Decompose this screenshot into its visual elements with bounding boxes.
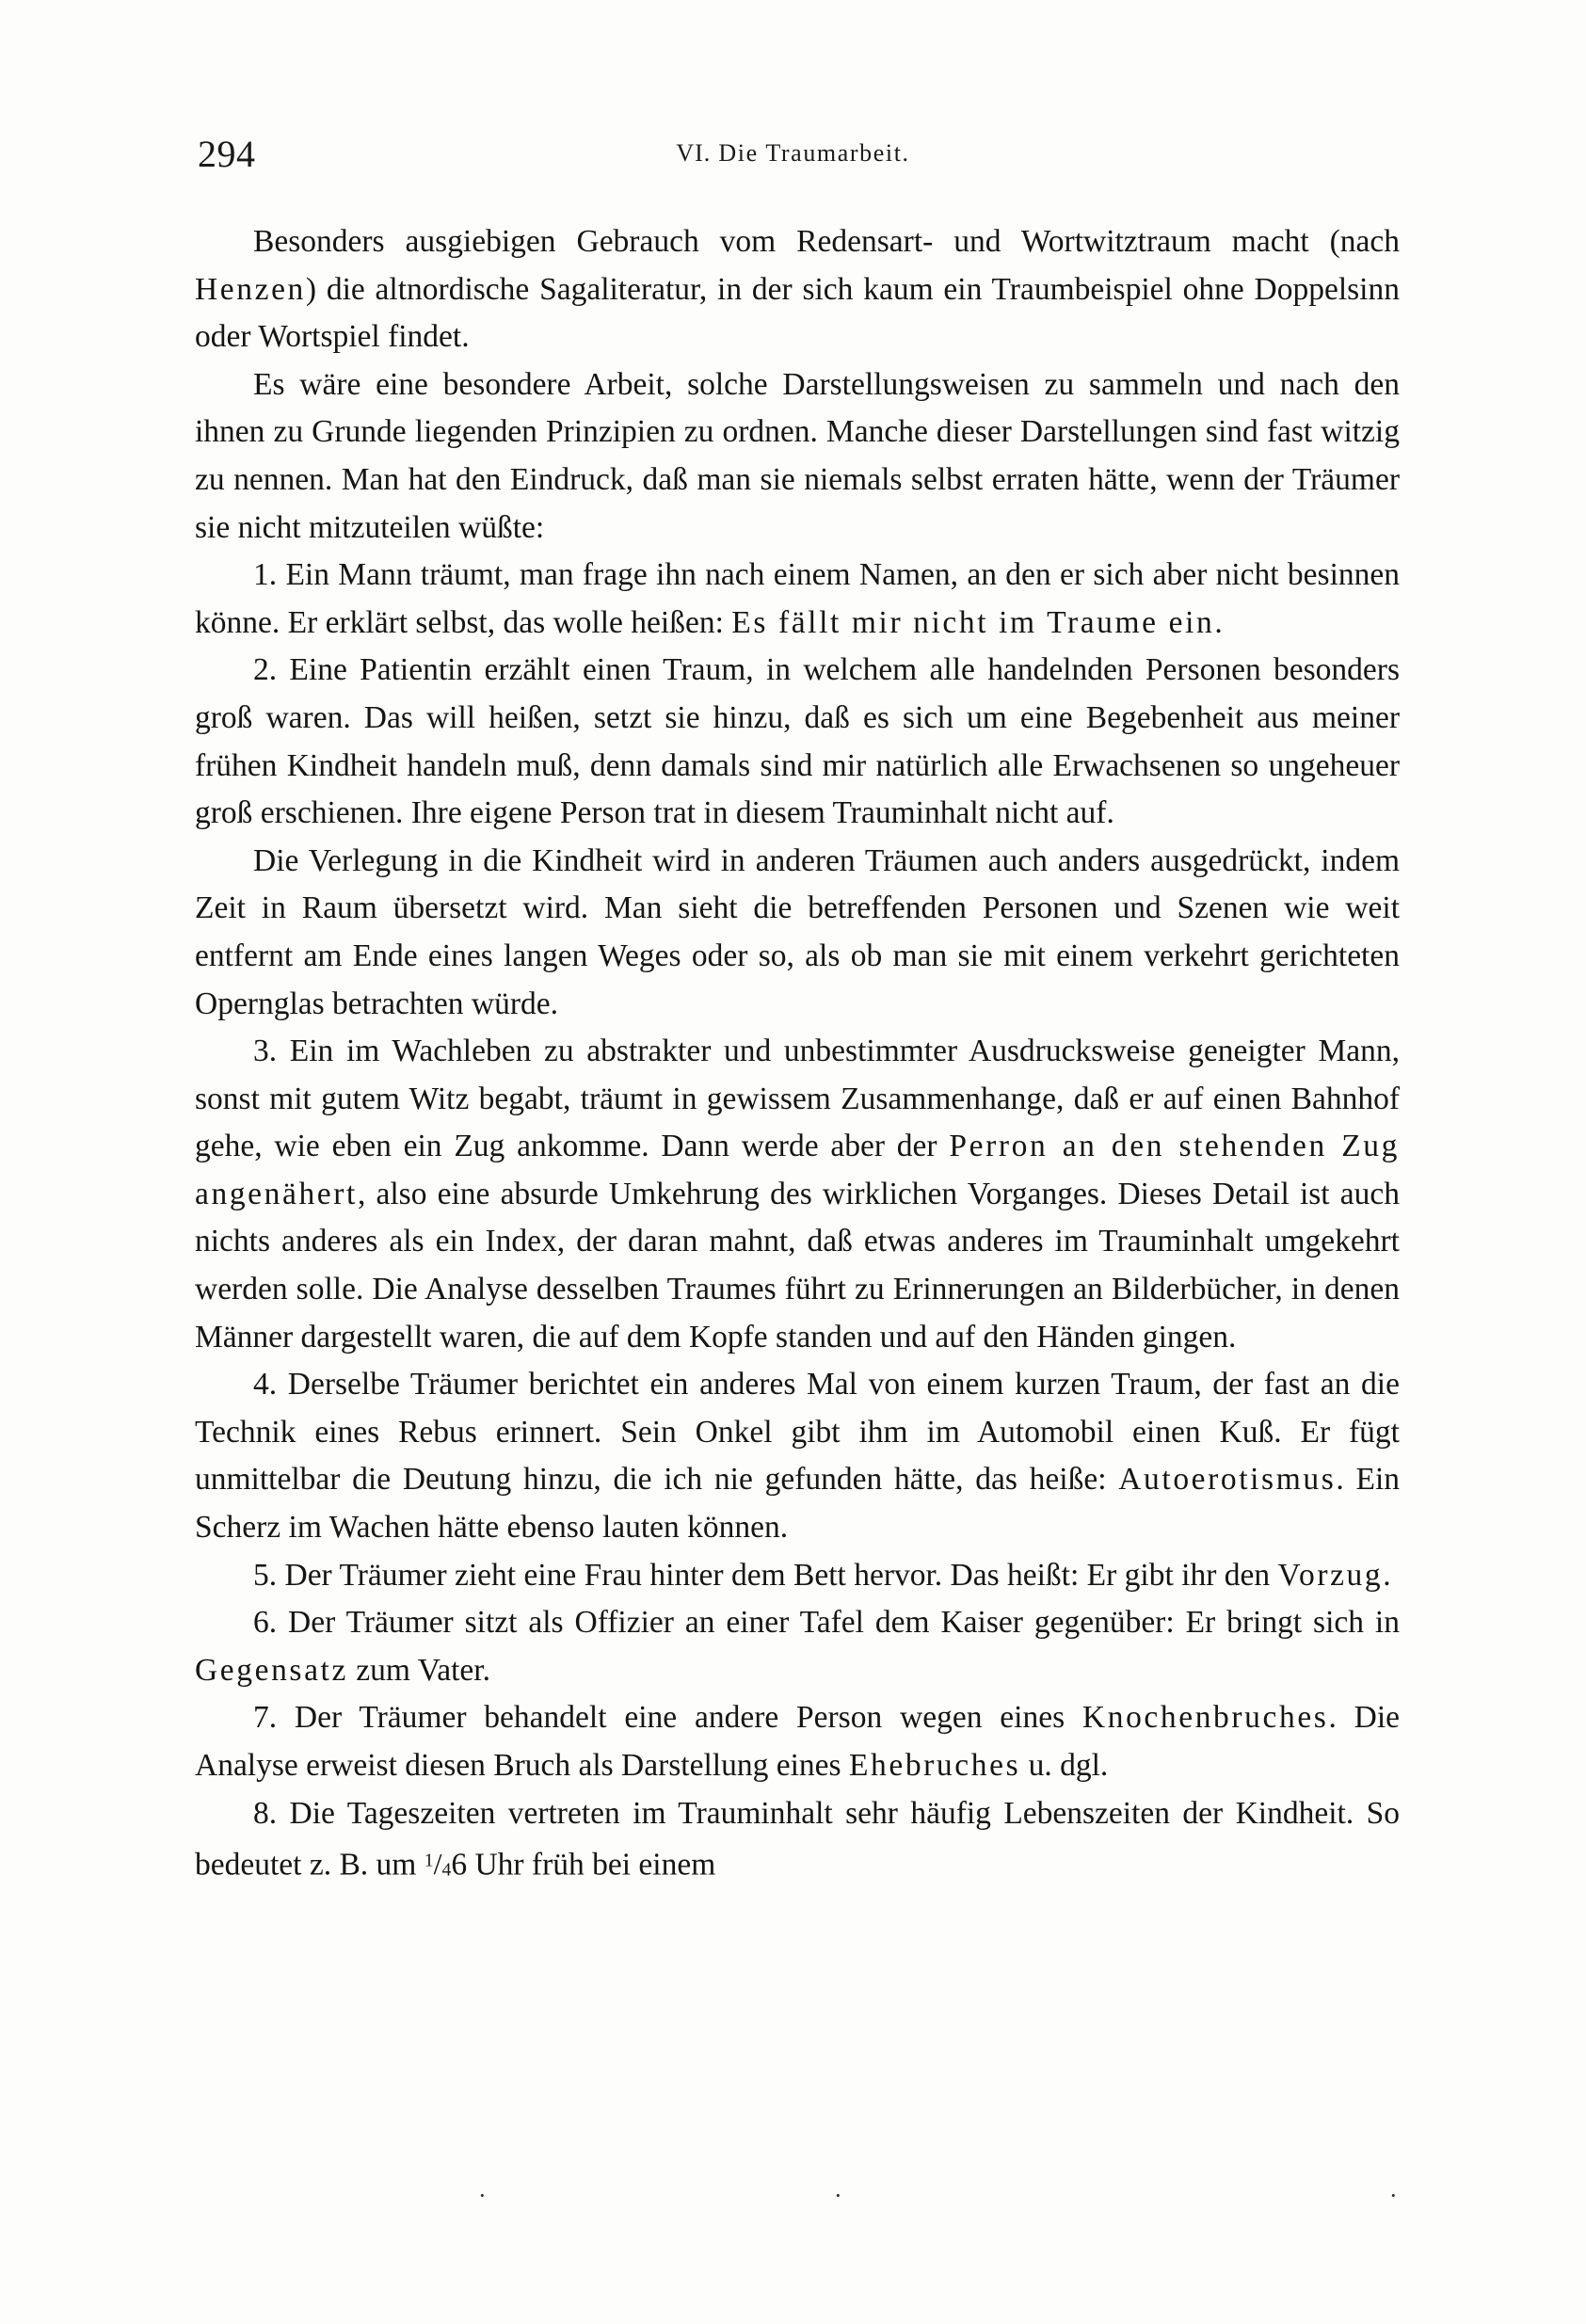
emphasis-autoerotismus: Autoerotismus [1118,1462,1337,1498]
paragraph-9: 6. Der Träumer sitzt als Offizier an einer Tafel dem Kaiser gegenüber: Er bringt sich in Gegensatz zum Vater. [195,1605,1400,1688]
emphasis-henzen: Henzen [195,271,306,307]
footer-mark-1: · [478,2182,487,2209]
footer-marks [0,2182,1586,2209]
emphasis-knochenbruches: Knochenbruches [1081,1700,1329,1736]
footer-mark-2: · [834,2182,842,2209]
paragraph-8: 5. Der Träumer zieht eine Frau hinter dem Bett hervor. Das heißt: Er gibt ihr den Vorzug. [253,1557,1391,1593]
paragraph-4: 2. Eine Patientin erzählt einen Traum, in welchem alle handelnden Personen besonders groß waren. Das will heißen, setzt sie hinzu, daß es sich um eine Begebenheit aus meiner frühen Kindheit handeln muß, denn damals sind mir natürlich alle Erwachsenen so ungeheuer groß erschienen. Ihre eigene Person trat in diesem Trauminhalt nicht auf. [195,652,1400,831]
paragraph-3: 1. Ein Mann träumt, man frage ihn nach einem Namen, an den er sich aber nicht besinnen könne. Er erklärt selbst, das wolle heißen: Es fällt mir nicht im Traume ein. [195,557,1400,640]
emphasis-traume-ein: Es fällt mir nicht im Traume ein. [731,604,1226,640]
paragraph-7: 4. Derselbe Träumer berichtet ein anderes Mal von einem kurzen Traum, der fast an die Technik eines Rebus erinnert. Sein Onkel gibt ihm im Automobil einen Kuß. Er fügt unmittelbar die Deutung hinzu, die ich nie gefunden hätte, das heiße: Autoerotismus. Ein Scherz im Wachen hätte ebenso lauten können. [195,1367,1400,1546]
paragraph-5: Die Verlegung in die Kindheit wird in anderen Träumen auch anders ausgedrückt, indem Zeit in Raum übersetzt wird. Man sieht die betreffenden Personen und Szenen wie weit entfernt am Ende eines langen Weges oder so, als ob man sie mit einem verkehrt gerichteten Opernglas betrachten würde. [195,842,1400,1021]
emphasis-perron: Perron an den stehenden Zug angenähert [195,1129,1400,1211]
body-text [195,218,1400,1895]
paragraph-10: 7. Der Träumer behandelt eine andere Person wegen eines Knochenbruches. Die Analyse erweist diesen Bruch als Darstellung eines Ehebruches u. dgl. [195,1700,1400,1783]
paragraph-6: 3. Ein im Wachleben zu abstrakter und unbestimmter Ausdrucksweise geneigter Mann, sonst mit gutem Witz begabt, träumt in gewissem Zusammenhange, daß er auf einen Bahnhof gehe, wie eben ein Zug ankomme. Dann werde aber der Perron an den stehenden Zug angenähert, also eine absurde Umkehrung des wirklichen Vorganges. Dieses Detail ist auch nichts anderes als ein Index, der daran mahnt, daß etwas anderes im Trauminhalt umgekehrt werden solle. Die Analyse desselben Traumes führt zu Erinnerungen an Bilderbücher, in denen Männer dargestellt waren, die auf dem Kopfe standen und auf den Händen gingen. [195,1034,1400,1354]
paragraph-11: 8. Die Tageszeiten vertreten im Trauminhalt sehr häufig Lebenszeiten der Kindheit. So bedeutet z. B. um $^1/_46$ Uhr früh bei einem [195,1795,1400,1883]
emphasis-vorzug: Vorzug [1277,1557,1384,1593]
fraction-quarter: $^1/_4$ [424,1848,452,1882]
paragraph-1: Besonders ausgiebigen Gebrauch vom Redensart- und Wortwitztraum macht (nach Henzen) die altnordische Sagaliteratur, in der sich kaum ein Traumbeispiel ohne Doppelsinn oder Wortspiel findet. [195,224,1400,355]
running-head-title: Die Traumarbeit. [718,139,910,167]
paragraph-2: Es wäre eine besondere Arbeit, solche Darstellungsweisen zu sammeln und nach den ihnen zu Grunde liegenden Prinzipien zu ordnen. Manche dieser Darstellungen sind fast witzig zu nennen. Man hat den Eindruck, daß man sie niemals selbst erraten hätte, wenn der Träumer sie nicht mitzuteilen wüßte: [195,366,1400,545]
emphasis-gegensatz: Gegensatz [195,1652,348,1688]
page-header [0,132,1586,175]
footer-mark-3: · [1389,2182,1398,2209]
emphasis-ehebruches: Ehebruches [848,1748,1021,1783]
running-head [0,139,1586,168]
page-number: 294 [198,133,256,175]
running-head-numeral: VI. [676,139,712,167]
